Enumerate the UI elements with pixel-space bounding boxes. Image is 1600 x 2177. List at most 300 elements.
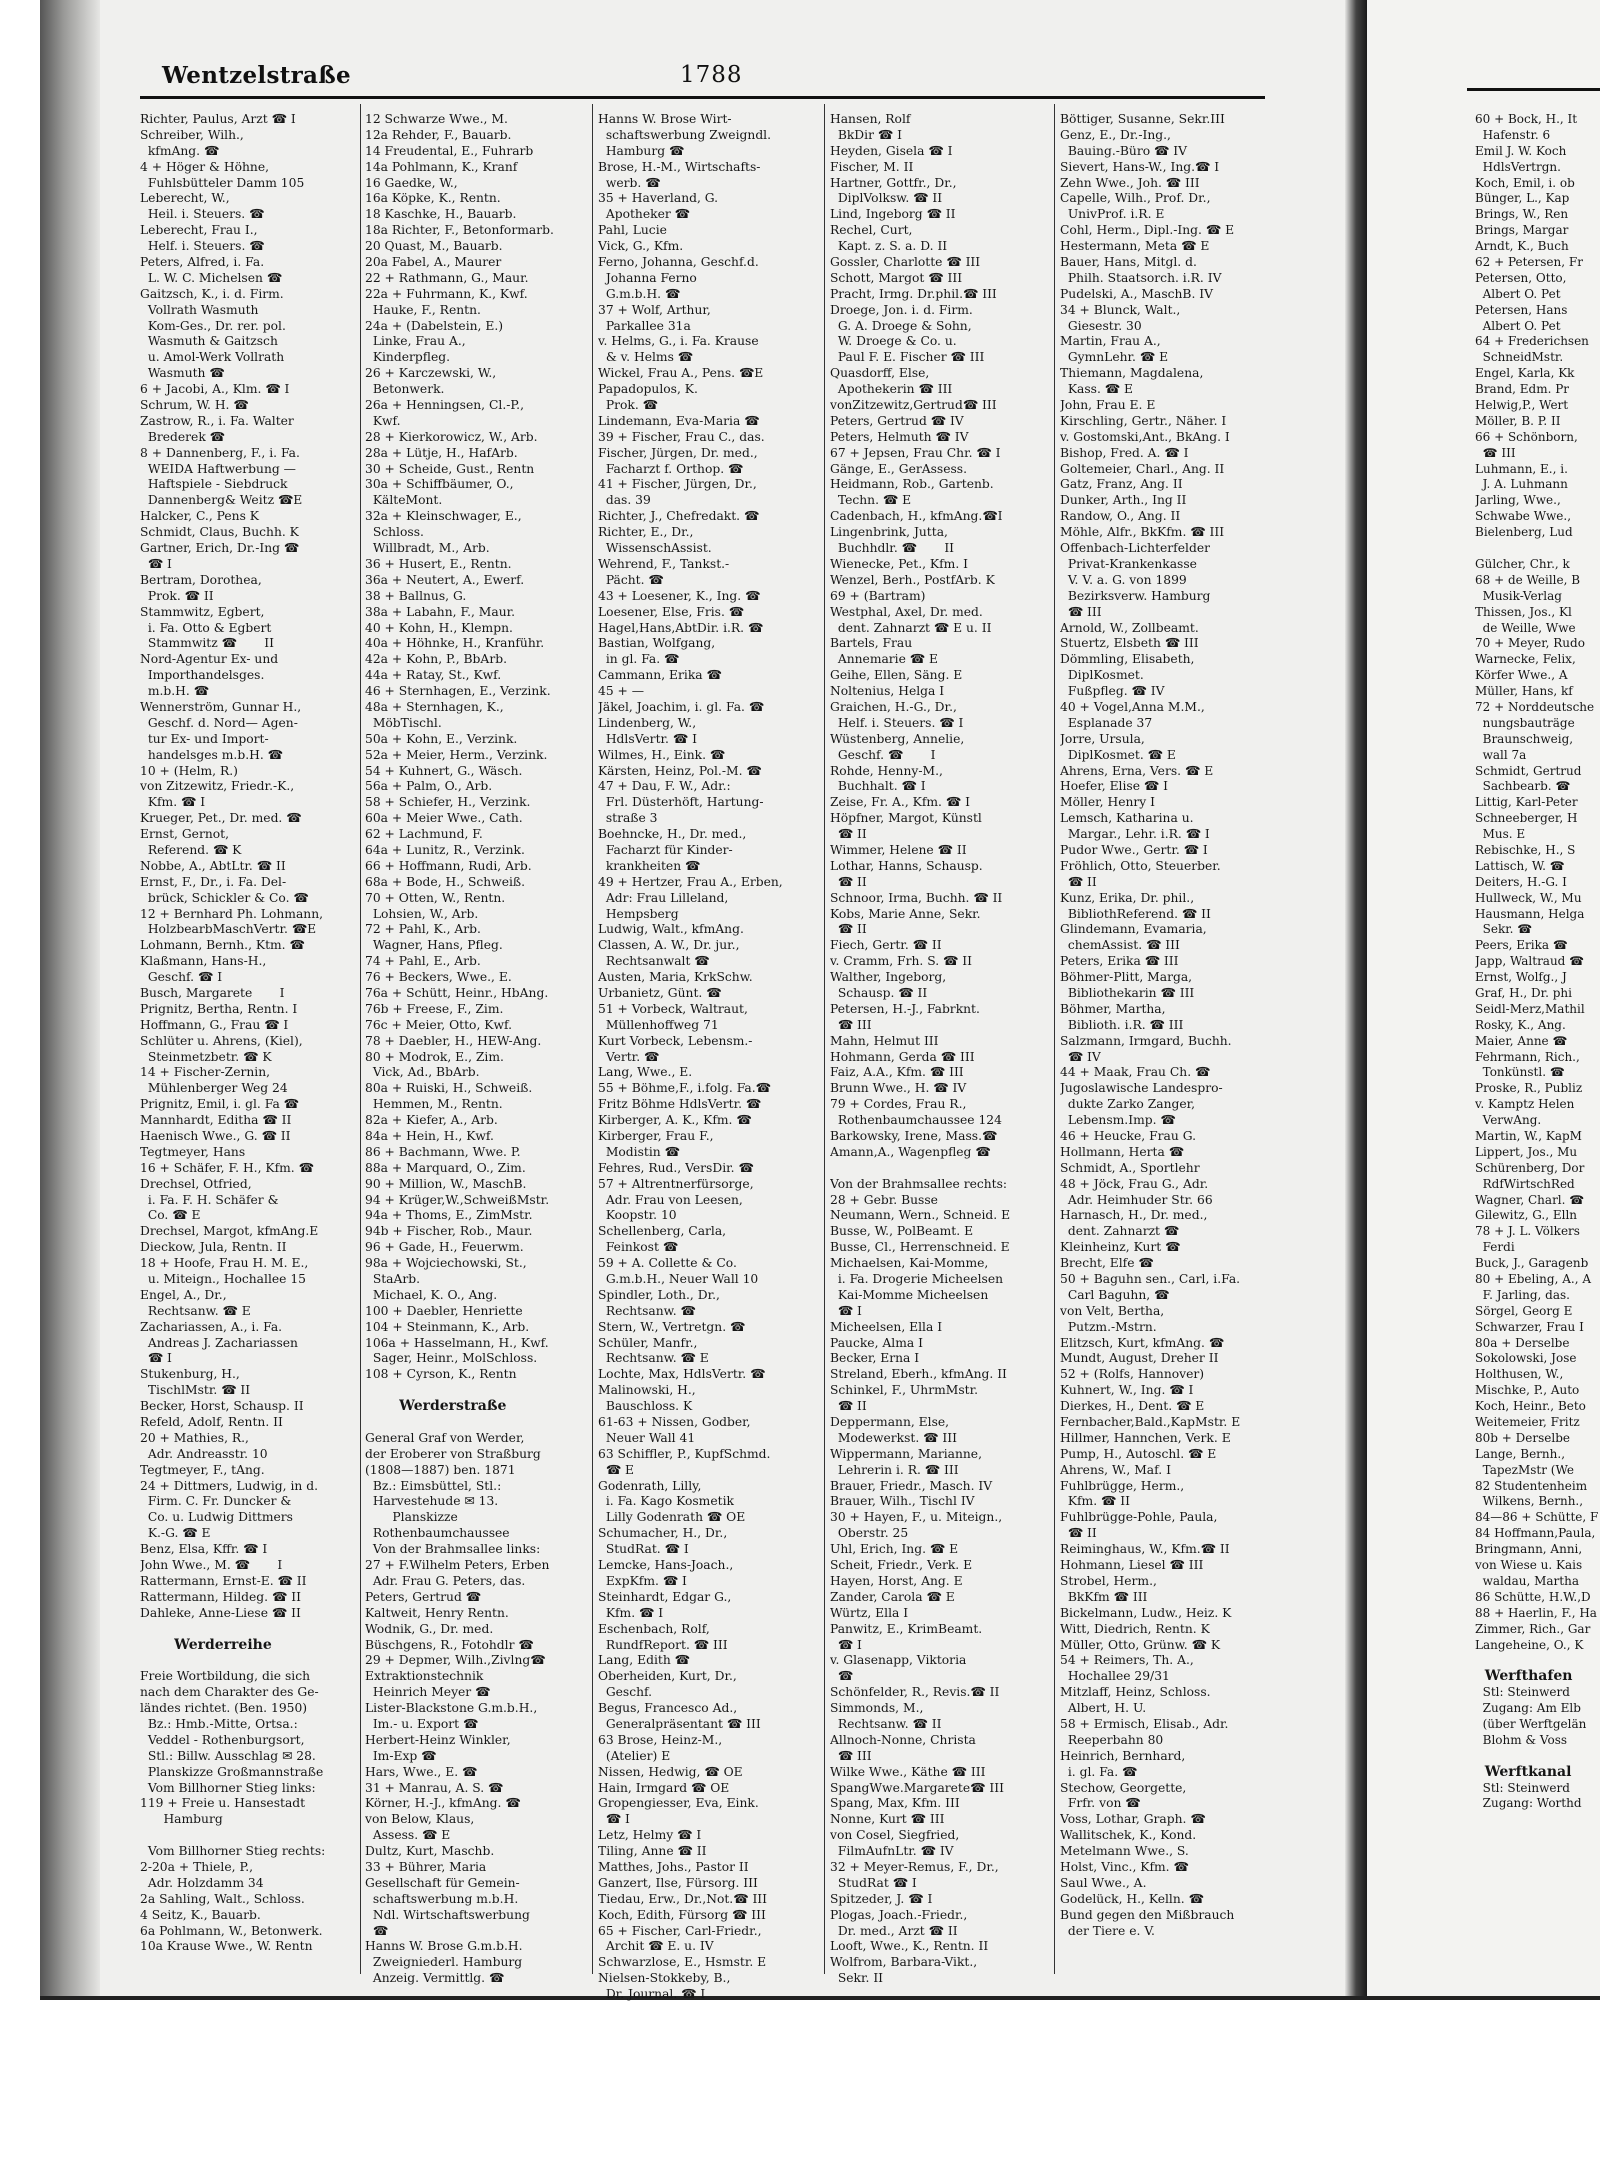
house-number-entry: 68 + de Weille, B	[1475, 572, 1581, 587]
directory-line: Hoffmann, G., Frau ☎ I	[140, 1017, 289, 1032]
house-number-entry: 20 Quast, M., Bauarb.	[365, 239, 503, 254]
column-divider	[824, 104, 825, 1974]
directory-line: Zugang: Am Elb	[1475, 1701, 1581, 1716]
directory-line: Japp, Waltraud ☎	[1475, 954, 1585, 969]
directory-line: Jugoslawische Landespro-	[1060, 1081, 1223, 1096]
directory-line: Spindler, Loth., Dr.,	[598, 1287, 720, 1302]
directory-line: Mahn, Helmut III	[830, 1033, 939, 1048]
directory-line: Schwarzlose, E., Hsmstr. E	[598, 1955, 767, 1970]
directory-line	[1475, 1749, 1600, 1765]
directory-line: DiplKosmet.	[1060, 668, 1144, 683]
directory-line: Deppermann, Else,	[830, 1415, 950, 1430]
directory-line: Fischer, Jürgen, Dr. med.,	[598, 445, 758, 460]
house-number-entry: 79 + Cordes, Frau R.,	[830, 1097, 967, 1112]
directory-line: Wilmes, H., Eink. ☎	[598, 747, 726, 762]
directory-line: Thissen, Jos., Kl	[1475, 604, 1572, 619]
directory-line: Vick, G., Kfm.	[598, 239, 684, 254]
directory-line: Gaitzsch, K., i. d. Firm.	[140, 286, 284, 301]
house-number-entry: 35 + Haverland, G.	[598, 191, 719, 206]
directory-line: KälteMont.	[365, 493, 443, 508]
house-number-entry: 43 + Loesener, K., Ing. ☎	[598, 588, 761, 603]
directory-line: Ferno, Johanna, Geschf.d.	[598, 255, 759, 270]
directory-line: Importhandelsges.	[140, 668, 265, 683]
directory-line: Brauer, Friedr., Masch. IV	[830, 1478, 993, 1493]
directory-line: Brunn Wwe., H. ☎ IV	[830, 1081, 967, 1096]
directory-line: Kirschling, Gertr., Näher. I	[1060, 413, 1227, 428]
directory-line: Richter, Paulus, Arzt ☎ I	[140, 112, 296, 126]
house-number-entry: 14 + Fischer-Zernin,	[140, 1065, 271, 1080]
house-number-entry: 108 + Cyrson, K., Rentn	[365, 1367, 517, 1382]
directory-line: Helf. i. Steuers. ☎	[140, 239, 265, 254]
directory-line: Zugang: Worthd	[1475, 1796, 1582, 1811]
house-number-entry: 4 Seitz, K., Bauarb.	[140, 1907, 261, 1922]
house-number-entry: 10a Krause Wwe., W. Rentn	[140, 1939, 313, 1954]
directory-line: Schloss.	[365, 525, 424, 540]
directory-line: Sekr. II	[830, 1971, 884, 1986]
directory-line: Ganzert, Ilse, Fürsorg. III	[598, 1875, 758, 1890]
directory-line: Haftspiele - Siebdruck	[140, 477, 288, 492]
section-heading: Werftkanal	[1475, 1764, 1572, 1780]
directory-line: Wüstenberg, Annelie,	[830, 731, 965, 746]
directory-line: Anzeig. Vermittlg. ☎	[365, 1971, 505, 1986]
directory-line: i. Fa. F. H. Schäfer &	[140, 1192, 279, 1207]
house-number-entry: 12 + Bernhard Ph. Lohmann,	[140, 906, 324, 921]
directory-line: Schausp. ☎ II	[830, 985, 928, 1000]
directory-line: i. gl. Fa. ☎	[1060, 1764, 1138, 1779]
house-number-entry: 54 + Reimers, Th. A.,	[1060, 1653, 1194, 1668]
directory-line: Stammwitz ☎ II	[140, 636, 275, 651]
directory-line: Tegtmeyer, F., tAng.	[140, 1462, 265, 1477]
house-number-entry: 46 + Heucke, Frau G.	[1060, 1129, 1196, 1143]
directory-line: Graf, H., Dr. phi	[1475, 985, 1572, 1000]
directory-line: Geschf. ☎ I	[830, 747, 936, 762]
directory-line: Spitzeder, J. ☎ I	[830, 1891, 933, 1906]
directory-line: Albert, H. U.	[1060, 1701, 1147, 1716]
directory-line: u. Amol-Werk Vollrath	[140, 350, 285, 365]
directory-line: Richter, E., Dr.,	[598, 525, 694, 540]
house-number-entry: 88 + Haerlin, F., Ha	[1475, 1605, 1597, 1620]
directory-line: Körner, H.-J., kfmAng. ☎	[365, 1796, 521, 1811]
directory-line: Stern, W., Vertretgn. ☎	[598, 1319, 746, 1334]
directory-line: Vertr. ☎	[598, 1049, 660, 1064]
directory-line: Stechow, Georgette,	[1060, 1780, 1187, 1795]
directory-line: Lister-Blackstone G.m.b.H.,	[365, 1701, 538, 1716]
directory-line: Prignitz, Emil, i. gl. Fa ☎	[140, 1097, 299, 1112]
directory-line: Wasmuth ☎	[140, 366, 225, 381]
directory-line: ☎ I	[140, 1351, 172, 1366]
directory-line: Hain, Irmgard ☎ OE	[598, 1780, 730, 1795]
directory-line: ländes richtet. (Ben. 1950)	[140, 1701, 308, 1716]
directory-line: kfmAng. ☎	[140, 143, 220, 158]
directory-line: schaftswerbung m.b.H.	[365, 1891, 519, 1906]
house-number-entry: 67 + Jepsen, Frau Chr. ☎ I	[830, 445, 1001, 460]
directory-line: Hausmann, Helga	[1475, 906, 1585, 921]
house-number-entry: 96 + Gade, H., Feuerwm.	[365, 1240, 524, 1255]
directory-line: Hestermann, Meta ☎ E	[1060, 239, 1210, 254]
directory-line: Im.- u. Export ☎	[365, 1716, 479, 1731]
directory-line: Engel, A., Dr.,	[140, 1287, 227, 1302]
directory-line: Engel, Karla, Kk	[1475, 366, 1575, 381]
directory-line: Wennerström, Gunnar H.,	[140, 699, 302, 714]
directory-line: Hanns W. Brose G.m.b.H.	[365, 1939, 523, 1954]
directory-line: Wilke Wwe., Käthe ☎ III	[830, 1764, 986, 1779]
directory-line: Dr. med., Arzt ☎ II	[830, 1923, 958, 1938]
directory-line: Bund gegen den Mißbrauch	[1060, 1907, 1235, 1922]
directory-line: Scheit, Friedr., Verk. E	[830, 1558, 973, 1573]
house-number-entry: 2a Sahling, Walt., Schloss.	[140, 1891, 305, 1906]
directory-line: Sachbearb. ☎	[1475, 779, 1571, 794]
directory-line: Panwitz, E., KrimBeamt.	[830, 1621, 983, 1636]
directory-line: ☎ III	[830, 1017, 872, 1032]
next-page-column	[1475, 112, 1600, 1812]
house-number-entry: 32a + Kleinschwager, E.,	[365, 509, 522, 524]
directory-line: Veddel - Rothenburgsort,	[140, 1732, 305, 1747]
directory-line: Petersen, H.-J., Fabrknt.	[830, 1001, 980, 1016]
directory-column-2	[365, 112, 585, 1987]
directory-line: Rosky, K., Ang.	[1475, 1017, 1566, 1032]
directory-line: Vom Billhorner Stieg links:	[140, 1780, 316, 1795]
directory-line: Nonne, Kurt ☎ III	[830, 1812, 945, 1827]
directory-line: Schmidt, A., Sportlehr	[1060, 1160, 1200, 1175]
house-number-entry: 58 + Schiefer, H., Verzink.	[365, 795, 531, 810]
directory-line: Lebensm.Imp. ☎	[1060, 1113, 1176, 1128]
directory-line: v. Glasenapp, Viktoria	[830, 1653, 967, 1668]
directory-line: Fehrmann, Rich.,	[1475, 1049, 1580, 1064]
directory-line: Wienecke, Pet., Kfm. I	[830, 556, 969, 571]
directory-line: Freie Wortbildung, die sich	[140, 1669, 311, 1684]
house-number-entry: 76a + Schütt, Heinr., HbAng.	[365, 985, 549, 1000]
house-number-entry: 40a + Höhnke, H., Kranführ.	[365, 636, 545, 651]
directory-line: Bartels, Frau	[830, 636, 913, 651]
directory-line: Steinmetzbetr. ☎ K	[140, 1049, 272, 1064]
directory-line: Gänge, E., GerAssess.	[830, 461, 968, 476]
directory-line: Michael, K. O., Ang.	[365, 1287, 498, 1302]
directory-line: Pump, H., Autoschl. ☎ E	[1060, 1446, 1217, 1461]
house-number-entry: 76b + Freese, F., Zim.	[365, 1001, 504, 1016]
directory-line: Harvestehude ✉ 13.	[365, 1494, 499, 1509]
directory-column-1	[140, 112, 355, 1955]
house-number-entry: 64 + Frederichsen	[1475, 334, 1589, 349]
directory-line: Co. ☎ E	[140, 1208, 201, 1223]
house-number-entry: 12 Schwarze Wwe., M.	[365, 112, 508, 126]
street-header: Wentzelstraße	[162, 62, 351, 89]
directory-line: Rechtsanwalt ☎	[598, 954, 710, 969]
directory-line: Apotheker ☎	[598, 207, 690, 222]
house-number-entry: 94 + Krüger,W.,SchweißMstr.	[365, 1192, 550, 1207]
house-number-entry: 80a + Derselbe	[1475, 1335, 1570, 1350]
directory-line: Micheelsen, Ella I	[830, 1319, 943, 1334]
directory-line: Bz.: Eimsbüttel, Stl.:	[365, 1478, 502, 1493]
house-number-entry: 69 + (Bartram)	[830, 588, 926, 603]
directory-line: Stuertz, Elsbeth ☎ III	[1060, 636, 1199, 651]
directory-line: Rohde, Henny-M.,	[830, 763, 943, 778]
directory-line: Gatz, Franz, Ang. II	[1060, 477, 1183, 492]
directory-line: Brose, H.-M., Wirtschafts-	[598, 159, 761, 174]
directory-line: Jorre, Ursula,	[1060, 731, 1145, 746]
directory-line: Busch, Margarete I	[140, 985, 285, 1000]
page-gutter	[1345, 0, 1367, 2000]
directory-line: i. Fa. Otto & Egbert	[140, 620, 272, 635]
directory-line: Büschgens, R., Fotohdlr ☎	[365, 1637, 534, 1652]
directory-line: Brauer, Wilh., Tischl IV	[830, 1494, 975, 1509]
directory-line: ☎ II	[830, 922, 867, 937]
directory-line: Cammann, Erika ☎	[598, 668, 722, 683]
house-number-entry: 57 + Altrentnerfürsorge,	[598, 1176, 754, 1191]
directory-line: F. Jarling, das.	[1475, 1287, 1570, 1302]
directory-line: Linke, Frau A.,	[365, 334, 466, 349]
column-divider	[1054, 104, 1055, 1974]
directory-line: Ernst, Gernot,	[140, 827, 229, 842]
directory-line: Geschf. ☎ I	[140, 970, 223, 985]
house-number-entry: 28 + Gebr. Busse	[830, 1192, 938, 1207]
house-number-entry: 46 + Sternhagen, E., Verzink.	[365, 684, 551, 699]
house-number-entry: 64a + Lunitz, R., Verzink.	[365, 842, 525, 857]
directory-line: straße 3	[598, 811, 658, 826]
house-number-entry: 63 Schiffler, P., KupfSchmd.	[598, 1446, 771, 1461]
house-number-entry: 66 + Schönborn,	[1475, 429, 1578, 444]
directory-line: Pahl, Lucie	[598, 223, 667, 238]
directory-line: L. W. C. Michelsen ☎	[140, 270, 283, 285]
directory-line: Luhmann, E., i.	[1475, 461, 1568, 476]
directory-line: Nobbe, A., AbtLtr. ☎ II	[140, 858, 286, 873]
directory-line: ☎ I	[140, 556, 172, 571]
directory-line: Holthusen, W.,	[1475, 1367, 1564, 1382]
house-number-entry: 106a + Hasselmann, H., Kwf.	[365, 1335, 549, 1350]
directory-line: Bishop, Fred. A. ☎ I	[1060, 445, 1189, 460]
directory-line: Brecht, Elfe ☎	[1060, 1256, 1154, 1271]
directory-line: Schwarzer, Frau I	[1475, 1319, 1584, 1334]
directory-line: DiplKosmet. ☎ E	[1060, 747, 1176, 762]
directory-line: Amann,A., Wagenpfleg ☎	[830, 1144, 991, 1159]
directory-line: Hanns W. Brose Wirt-	[598, 112, 732, 126]
directory-line: Rothenbaumchaussee 124	[830, 1113, 1002, 1128]
house-number-entry: 54 + Kuhnert, G., Wäsch.	[365, 763, 523, 778]
directory-line: Ferdi	[1475, 1240, 1515, 1255]
directory-line: Prignitz, Bertha, Rentn. I	[140, 1001, 298, 1016]
directory-line: Gartner, Erich, Dr.-Ing ☎	[140, 541, 300, 556]
directory-line: Dunker, Arth., Ing II	[1060, 493, 1187, 508]
directory-line: Martin, W., KapM	[1475, 1129, 1582, 1143]
directory-line: von Below, Klaus,	[365, 1812, 475, 1827]
directory-line: ☎	[830, 1669, 854, 1684]
directory-line: nach dem Charakter des Ge-	[140, 1685, 319, 1700]
directory-line: dent. Zahnarzt ☎	[1060, 1224, 1180, 1239]
directory-line: Peters, Erika ☎ III	[1060, 954, 1179, 969]
binding-shadow	[40, 0, 100, 2000]
directory-line: Dieckow, Jula, Rentn. II	[140, 1240, 287, 1255]
directory-line: Vollrath Wasmuth	[140, 302, 259, 317]
directory-line: Kärsten, Heinz, Pol.-M. ☎	[598, 763, 762, 778]
directory-line: Eschenbach, Rolf,	[598, 1621, 710, 1636]
house-number-entry: 26 + Karczewski, W.,	[365, 366, 497, 381]
house-number-entry: 61-63 + Nissen, Godber,	[598, 1415, 751, 1430]
directory-line: Kirberger, Frau F.,	[598, 1129, 714, 1143]
directory-line: (1808—1887) ben. 1871	[365, 1462, 516, 1477]
directory-line: Geihe, Ellen, Säng. E	[830, 668, 963, 683]
directory-line: von Cosel, Siegfried,	[830, 1828, 960, 1843]
directory-line: Rebischke, H., S	[1475, 842, 1576, 857]
directory-line: Schumacher, H., Dr.,	[598, 1526, 728, 1541]
directory-line: Goltemeier, Charl., Ang. II	[1060, 461, 1225, 476]
directory-line: Hartner, Gottfr., Dr.,	[830, 175, 957, 190]
house-number-entry: 4 + Höger & Höhne,	[140, 159, 270, 174]
directory-line: Lang, Edith ☎	[598, 1653, 690, 1668]
house-number-entry: 49 + Hertzer, Frau A., Erben,	[598, 874, 783, 889]
directory-line: BkDir ☎ I	[830, 127, 902, 142]
directory-line: Dultz, Kurt, Maschb.	[365, 1844, 495, 1859]
directory-line: ☎ I	[598, 1812, 630, 1827]
directory-line: Strobel, Herm.,	[1060, 1573, 1157, 1588]
directory-line: Arndt, K., Buch	[1475, 239, 1569, 254]
directory-line: Koch, Edith, Fürsorg ☎ III	[598, 1907, 766, 1922]
directory-line: Planskizze Großmannstraße	[140, 1764, 324, 1779]
directory-line: Stl: Steinwerd	[1475, 1685, 1570, 1700]
directory-line: G.m.b.H., Neuer Wall 10	[598, 1272, 759, 1287]
directory-line: Pudelski, A., MaschB. IV	[1060, 286, 1214, 301]
directory-line: Koch, Heinr., Beto	[1475, 1399, 1586, 1414]
house-number-entry: 16 + Schäfer, F. H., Kfm. ☎	[140, 1160, 314, 1175]
directory-line: Schürenberg, Dor	[1475, 1160, 1585, 1175]
house-number-entry: 86 Schütte, H.W.,D	[1475, 1589, 1591, 1604]
directory-line: Randow, O., Ang. II	[1060, 509, 1181, 524]
directory-line: Planskizze	[365, 1510, 458, 1525]
directory-line: Generalpräsentant ☎ III	[598, 1716, 761, 1731]
directory-line: Oberstr. 25	[830, 1526, 909, 1541]
directory-line: Zimmer, Rich., Gar	[1475, 1621, 1591, 1636]
directory-line: Gropengiesser, Eva, Eink.	[598, 1796, 759, 1811]
directory-line: Ernst, Wolfg., J	[1475, 970, 1567, 985]
directory-line: Lohmann, Bernh., Ktm. ☎	[140, 938, 305, 953]
directory-line: MöbTischl.	[365, 715, 442, 730]
house-number-entry: 29 + Depmer, Wilh.,Zivlng☎	[365, 1653, 546, 1668]
directory-line: Lingenbrink, Jutta,	[830, 525, 948, 540]
directory-line: Ernst, F., Dr., i. Fa. Del-	[140, 874, 287, 889]
house-number-entry: 28 + Kierkorowicz, W., Arb.	[365, 429, 538, 444]
house-number-entry: 70 + Meyer, Rudo	[1475, 636, 1585, 651]
directory-line: m.b.H. ☎	[140, 684, 210, 699]
directory-line: TapezMstr (We	[1475, 1462, 1574, 1477]
directory-line: W. Droege & Co. u.	[830, 334, 957, 349]
directory-line: Müllenhoffweg 71	[598, 1017, 719, 1032]
directory-line: der Eroberer von Straßburg	[365, 1446, 541, 1461]
directory-line: handelsges m.b.H. ☎	[140, 747, 283, 762]
directory-line: Leberecht, W.,	[140, 191, 230, 206]
directory-line: Tonkünstl. ☎	[1475, 1065, 1565, 1080]
directory-line: Lindenberg, W.,	[598, 715, 697, 730]
house-number-entry: 31 + Manrau, A. S. ☎	[365, 1780, 504, 1795]
directory-line: Lang, Wwe., E.	[598, 1065, 693, 1080]
directory-line: waldau, Martha	[1475, 1573, 1579, 1588]
directory-line: Lindemann, Eva-Maria ☎	[598, 413, 760, 428]
directory-line: G. A. Droege & Sohn,	[830, 318, 972, 333]
next-page-header-rule	[1467, 88, 1600, 91]
directory-line: FilmAufnLtr. ☎ IV	[830, 1844, 954, 1859]
directory-line: Koch, Emil, i. ob	[1475, 175, 1575, 190]
directory-line: nungsbauträge	[1475, 715, 1575, 730]
house-number-entry: 30 + Scheide, Gust., Rentn	[365, 461, 535, 476]
directory-column-4	[830, 112, 1048, 1987]
directory-line: Leberecht, Frau I.,	[140, 223, 258, 238]
directory-line: ☎ III	[830, 1748, 872, 1763]
directory-line: Jäkel, Joachim, i. gl. Fa. ☎	[598, 699, 765, 714]
directory-line: Herbert-Heinz Winkler,	[365, 1732, 511, 1747]
directory-line: Neuer Wall 41	[598, 1430, 696, 1445]
directory-line: Adr. Frau G. Peters, das.	[365, 1573, 526, 1588]
directory-line: Warnecke, Felix,	[1475, 652, 1576, 667]
directory-line: Kirberger, A. K., Kfm. ☎	[598, 1113, 752, 1128]
directory-line: Bünger, L., Kap	[1475, 191, 1570, 206]
directory-line: Betonwerk.	[365, 382, 445, 397]
directory-line: Modistin ☎	[598, 1144, 680, 1159]
directory-line: Adr: Frau Lilleland,	[598, 890, 729, 905]
directory-line: Zweigniederl. Hamburg	[365, 1955, 523, 1970]
directory-line: Fischer, M. II	[830, 159, 914, 174]
directory-line: Stl.: Billw. Ausschlag ✉ 28.	[140, 1748, 316, 1763]
directory-line: Austen, Maria, KrkSchw.	[598, 970, 753, 985]
house-number-entry: 6a Pohlmann, W., Betonwerk.	[140, 1923, 323, 1938]
directory-line: Hohmann, Liesel ☎ III	[1060, 1558, 1204, 1573]
directory-line: Böttiger, Susanne, Sekr.III	[1060, 112, 1225, 126]
directory-line: Hamburg	[140, 1812, 223, 1827]
directory-line: Adr. Holzdamm 34	[140, 1875, 264, 1890]
directory-line: Wimmer, Helene ☎ II	[830, 842, 967, 857]
directory-line: Helwig,P., Wert	[1475, 398, 1569, 413]
directory-line: Techn. ☎ E	[830, 493, 912, 508]
directory-line: Möhle, Alfr., BkKfm. ☎ III	[1060, 525, 1225, 540]
directory-line: Kfm. ☎ II	[1060, 1494, 1130, 1509]
directory-line: Haenisch Wwe., G. ☎ II	[140, 1129, 291, 1143]
directory-line: Peters, Alfred, i. Fa.	[140, 255, 265, 270]
directory-line: Heil. i. Steuers. ☎	[140, 207, 265, 222]
directory-line: Bauschloss. K	[598, 1399, 693, 1414]
directory-line	[365, 1383, 585, 1399]
directory-line: Looft, Wwe., K., Rentn. II	[830, 1939, 989, 1954]
directory-line: Ahrens, W., Maf. I	[1060, 1462, 1171, 1477]
header-rule	[140, 96, 1265, 99]
directory-line: Loesener, Else, Fris. ☎	[598, 604, 745, 619]
directory-line: K.-G. ☎ E	[140, 1526, 211, 1541]
directory-line: Körfer Wwe., A	[1475, 668, 1568, 683]
directory-line: Letz, Helmy ☎ I	[598, 1828, 702, 1843]
house-number-entry: 42a + Kohn, P., BbArb.	[365, 652, 507, 667]
directory-line: DiplVolksw. ☎ II	[830, 191, 943, 206]
house-number-entry: 78 + J. L. Völkers	[1475, 1224, 1580, 1239]
directory-line: Schnoor, Irma, Buchh. ☎ II	[830, 890, 1003, 905]
directory-line: Von der Brahmsallee rechts:	[830, 1176, 1008, 1191]
house-number-entry: 30 + Hayen, F., u. Miteign.,	[830, 1510, 1003, 1525]
directory-line: Hamburg ☎	[598, 143, 685, 158]
directory-line: Benz, Elsa, Kffr. ☎ I	[140, 1542, 268, 1557]
house-number-entry: 84 Hoffmann,Paula,	[1475, 1526, 1596, 1541]
directory-line: Von der Brahmsallee links:	[365, 1542, 541, 1557]
directory-line: ☎ E	[598, 1462, 635, 1477]
directory-line: Firm. C. Fr. Duncker &	[140, 1494, 292, 1509]
directory-line: Urbanietz, Günt. ☎	[598, 985, 722, 1000]
house-number-entry: 18 Kaschke, H., Bauarb.	[365, 207, 517, 222]
house-number-entry: 104 + Steinmann, K., Arb.	[365, 1319, 530, 1334]
directory-line: Putzm.-Mstrn.	[1060, 1319, 1157, 1334]
house-number-entry: 36 + Husert, E., Rentn.	[365, 556, 512, 571]
directory-line: Hochallee 29/31	[1060, 1669, 1170, 1684]
directory-line: Holst, Vinc., Kfm. ☎	[1060, 1859, 1189, 1874]
directory-line: Boehncke, H., Dr. med.,	[598, 827, 747, 842]
directory-line: Begus, Francesco Ad.,	[598, 1701, 738, 1716]
directory-line: Offenbach-Lichterfelder	[1060, 541, 1210, 556]
house-number-entry: 82 Studentenheim	[1475, 1478, 1588, 1493]
directory-line: Geschf. d. Nord— Agen-	[140, 715, 298, 730]
directory-line: Heinrich, Bernhard,	[1060, 1748, 1186, 1763]
directory-line: VerwAng.	[1475, 1113, 1542, 1128]
